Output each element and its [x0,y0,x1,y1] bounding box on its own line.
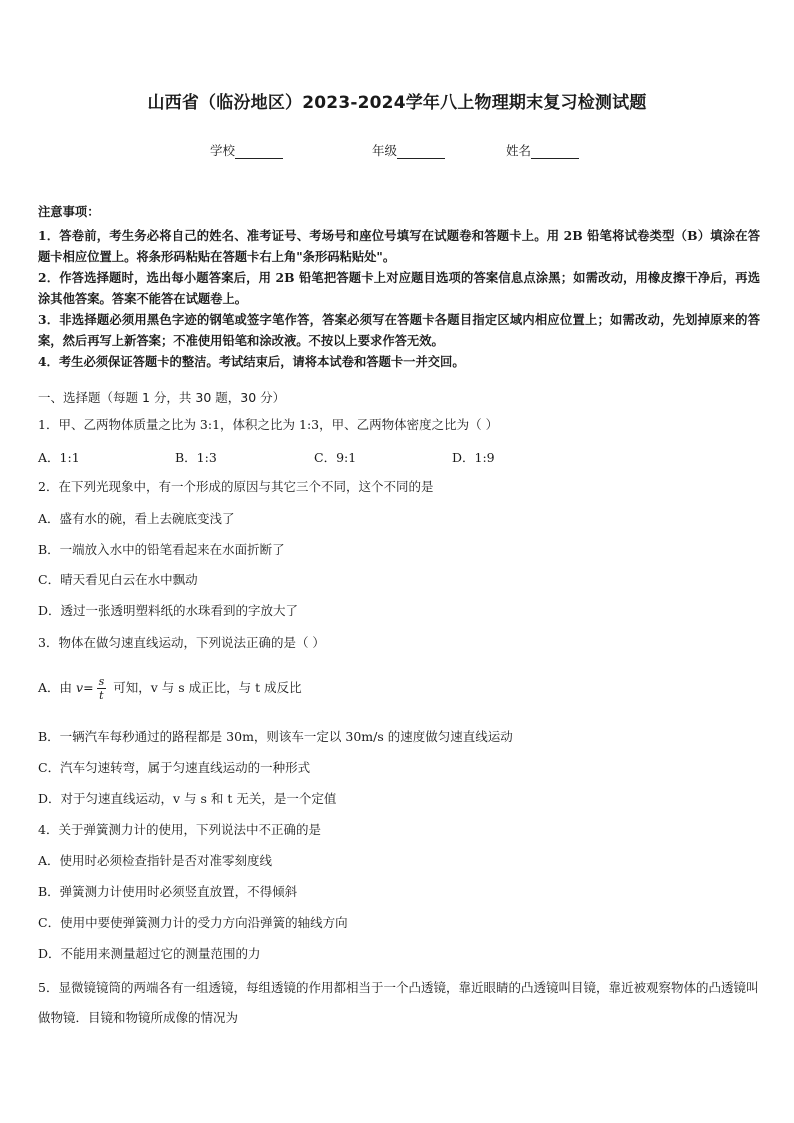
question-3-stem: 3．物体在做匀速直线运动，下列说法正确的是（ ） [38,635,325,650]
question-5-stem: 5．显微镜镜筒的两端各有一组透镜，每组透镜的作用都相当于一个凸透镜，靠近眼睛的凸透镜叫目镜，靠近被观察物体的凸透镜叫做物镜．目镜和物镜所成像的情况为 [38,980,759,1025]
option-a-prefix: A．由 [38,680,73,695]
section-heading: 一、选择题（每题 1 分，共 30 题，30 分） [38,390,286,405]
option-c[interactable]: C．晴天看见白云在水中飘动 [38,572,198,587]
question-1-stem: 1．甲、乙两物体质量之比为 3:1，体积之比为 1:3，甲、乙两物体密度之比为（ ） [38,417,499,432]
option-c[interactable]: C．汽车匀速转弯，属于匀速直线运动的一种形式 [38,760,311,775]
name-field [506,141,579,159]
option-c[interactable]: C．使用中要使弹簧测力计的受力方向沿弹簧的轴线方向 [38,915,348,930]
option-a[interactable]: A．1:1 [38,450,80,465]
note-item: 3．非选择题必须用黑色字迹的钢笔或签字笔作答，答案必须写在答题卡各题目指定区域内相应位置上；如需改动，先划掉原来的答案，然后再写上新答案；不准使用铅笔和涂改液。不按以上要求作答无效。 [38,312,760,348]
option-a[interactable]: A．使用时必须检查指针是否对准零刻度线 [38,853,273,868]
question-4-stem: 4．关于弹簧测力计的使用，下列说法中不正确的是 [38,822,321,837]
notes-heading: 注意事项： [38,204,100,219]
grade-blank[interactable] [397,146,445,159]
page-title: 山西省（临汾地区）2023-2024学年八上物理期末复习检测试题 [147,93,647,113]
formula-v: v [76,680,84,695]
option-d[interactable]: D．对于匀速直线运动，v 与 s 和 t 无关，是一个定值 [38,791,337,806]
name-blank[interactable] [531,146,579,159]
option-b[interactable]: B．一端放入水中的铅笔看起来在水面折断了 [38,542,285,557]
option-a-suffix: 可知，v 与 s 成正比，与 t 成反比 [113,680,302,695]
fraction-numerator: s [98,675,105,688]
school-blank[interactable] [235,146,283,159]
exam-notes [38,202,760,372]
option-a[interactable] [38,668,760,708]
grade-label: 年级 [372,143,398,158]
option-b[interactable]: B．一辆汽车每秒通过的路程都是 30m，则该车一定以 30m/s 的速度做匀速直线运动 [38,729,513,744]
option-d[interactable]: D．不能用来测量超过它的测量范围的力 [38,946,261,961]
note-item: 4．考生必须保证答题卡的整洁。考试结束后，请将本试卷和答题卡一并交回。 [38,354,465,369]
option-b[interactable]: B．1:3 [175,450,217,465]
question-1-options [38,448,760,464]
option-d[interactable]: D．1:9 [452,450,495,465]
fraction-denominator: t [99,689,104,702]
note-item: 2．作答选择题时，选出每小题答案后，用 2B 铅笔把答题卡上对应题目选项的答案信息点涂黑；如需改动，用橡皮擦干净后，再选涂其他答案。答案不能答在试题卷上。 [38,270,760,306]
formula-equals: = [83,680,94,695]
school-label: 学校 [210,143,236,158]
school-field [210,141,283,159]
name-label: 姓名 [506,143,532,158]
option-b[interactable]: B．弹簧测力计使用时必须竖直放置，不得倾斜 [38,884,298,899]
note-item: 1．答卷前，考生务必将自己的姓名、准考证号、考场号和座位号填写在试题卷和答题卡上。用 2B 铅笔将试卷类型（B）填涂在答题卡相应位置上。将条形码粘贴在答题卡右上角"条形码粘贴处"。 [38,228,760,264]
formula-fraction [97,675,107,702]
grade-field [372,141,445,159]
option-c[interactable]: C．9:1 [314,450,357,465]
question-2-stem: 2．在下列光现象中，有一个形成的原因与其它三个不同，这个不同的是 [38,479,434,494]
option-d[interactable]: D．透过一张透明塑料纸的水珠看到的字放大了 [38,603,299,618]
option-a[interactable]: A．盛有水的碗，看上去碗底变浅了 [38,511,235,526]
